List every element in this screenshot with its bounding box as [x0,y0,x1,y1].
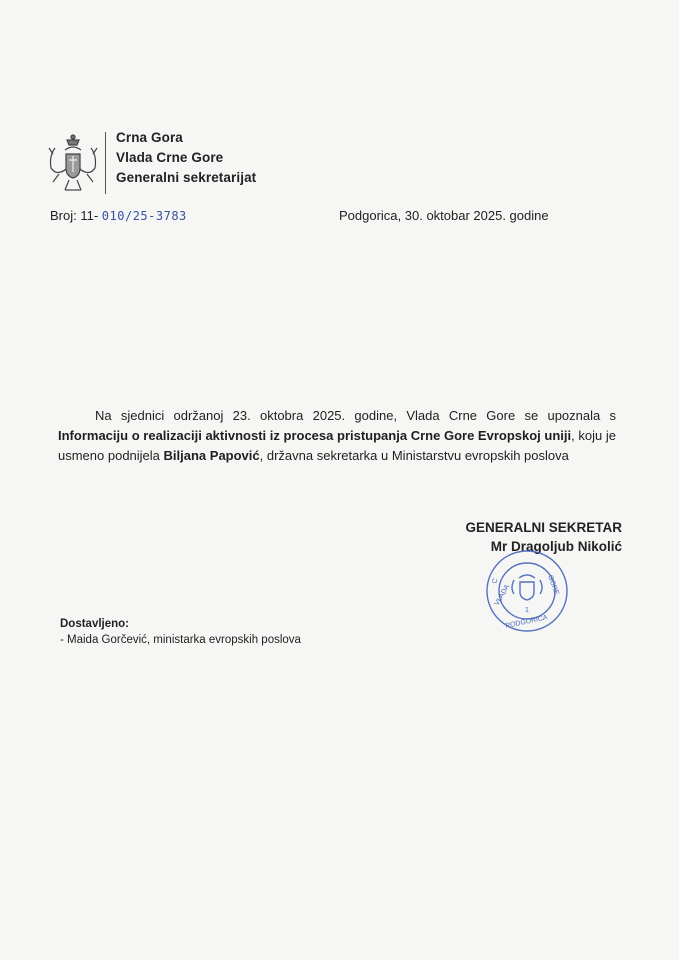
header-divider [105,132,106,194]
body-bold-name: Biljana Papović [163,448,260,463]
svg-text:GORE: GORE [546,574,560,597]
official-seal-stamp [484,548,570,634]
coat-of-arms-icon [45,132,101,198]
svg-text:PODGORICA: PODGORICA [504,614,549,630]
delivery-list [60,616,301,648]
place-date: Podgorica, 30. oktobar 2025. godine [339,208,549,223]
body-bold-title: Informaciju o realizaciji aktivnosti iz procesa pristupanja Crne Gore Evropskoj uniji [58,428,572,443]
header-line-secretariat: Generalni sekretarijat [116,170,257,185]
svg-text:1: 1 [525,607,529,614]
signature-name: Mr Dragoljub Nikolić [490,539,622,554]
delivery-item: - Maida Gorčević, ministarka evropskih poslova [60,634,301,646]
body-text-2: , koju je usmeno podnijela [58,428,616,463]
header-line-government: Vlada Crne Gore [116,150,224,165]
reference-number [50,208,187,223]
delivery-label: Dostavljeno: [60,618,130,630]
body-paragraph [58,406,616,466]
svg-text:VLADA: VLADA [493,583,512,607]
body-text-1: Na sjednici održanoj 23. oktobra 2025. godine, Vlada Crne Gore se upoznala s [95,408,616,423]
reference-label: Broj: 11- [50,208,99,223]
svg-text:C: C [491,577,500,585]
reference-handwritten: 010/25-3783 [101,209,187,223]
body-text-3: , državna sekretarka u Ministarstvu evropskih poslova [259,448,569,463]
header-line-country: Crna Gora [116,130,183,145]
letterhead [45,128,256,198]
signature-title: GENERALNI SEKRETAR [465,520,622,535]
